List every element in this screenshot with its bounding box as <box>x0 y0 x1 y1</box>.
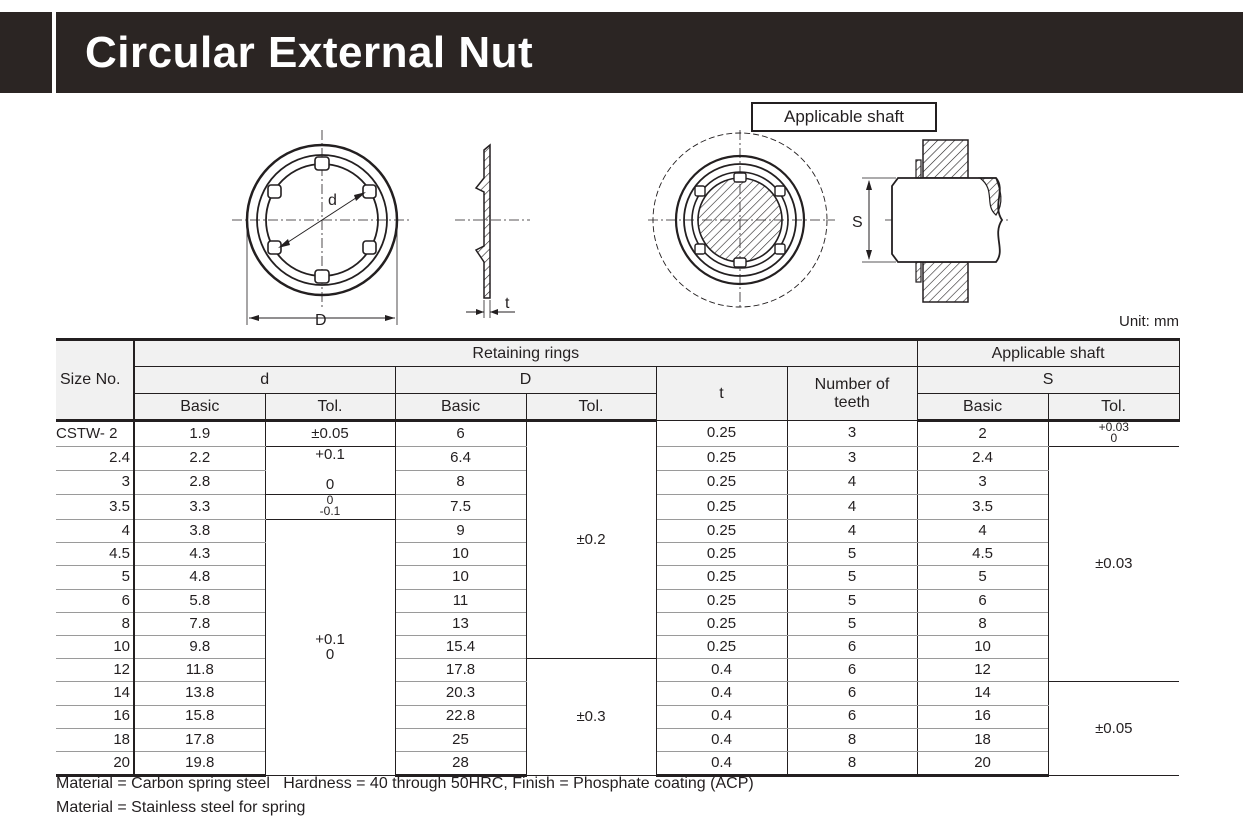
d-basic-cell: 5.8 <box>134 589 265 612</box>
D-basic-cell: 6 <box>395 421 526 447</box>
d-basic-cell: 2.2 <box>134 447 265 471</box>
label-S: S <box>852 214 863 231</box>
label-t: t <box>505 295 510 312</box>
teeth-cell: 6 <box>787 659 917 682</box>
ring-front-view <box>232 130 410 325</box>
title-bar-divider <box>52 12 56 93</box>
S-basic-cell: 20 <box>917 751 1048 775</box>
size-cell: 6 <box>56 589 134 612</box>
header-teeth-line1: Number of <box>814 375 890 393</box>
S-basic-cell: 3 <box>917 471 1048 495</box>
D-basic-cell: 10 <box>395 566 526 589</box>
D-basic-cell: 15.4 <box>395 636 526 659</box>
d-basic-cell: 9.8 <box>134 636 265 659</box>
t-cell: 0.25 <box>656 543 787 566</box>
technical-drawings <box>0 95 1243 335</box>
S-tol-cell: ±0.03 <box>1048 447 1179 682</box>
d-basic-cell: 19.8 <box>134 751 265 775</box>
t-cell: 0.25 <box>656 520 787 543</box>
size-cell: 14 <box>56 682 134 705</box>
teeth-cell: 5 <box>787 589 917 612</box>
assembly-side-view <box>862 140 1010 302</box>
d-basic-cell: 1.9 <box>134 421 265 447</box>
header-D-basic: Basic <box>395 394 526 421</box>
size-cell: 20 <box>56 751 134 775</box>
d-basic-cell: 17.8 <box>134 728 265 751</box>
d-basic-cell: 4.3 <box>134 543 265 566</box>
d-tol-cell: ±0.05 <box>265 421 395 447</box>
teeth-cell: 4 <box>787 471 917 495</box>
S-basic-cell: 16 <box>917 705 1048 728</box>
D-basic-cell: 28 <box>395 751 526 775</box>
d-tol-cell: 0 -0.1 <box>265 494 395 519</box>
ring-side-view <box>455 145 530 318</box>
t-cell: 0.4 <box>656 705 787 728</box>
unit-label: Unit: mm <box>1119 313 1179 330</box>
t-cell: 0.4 <box>656 751 787 775</box>
S-basic-cell: 4 <box>917 520 1048 543</box>
d-tol-cell: +0.1 0 <box>265 447 395 495</box>
t-cell: 0.25 <box>656 566 787 589</box>
d-basic-cell: 3.8 <box>134 520 265 543</box>
size-cell: 18 <box>56 728 134 751</box>
S-basic-cell: 8 <box>917 612 1048 635</box>
D-basic-cell: 20.3 <box>395 682 526 705</box>
teeth-cell: 6 <box>787 636 917 659</box>
table-row <box>56 659 1179 682</box>
d-basic-cell: 3.3 <box>134 494 265 519</box>
header-d-tol: Tol. <box>265 394 395 421</box>
S-basic-cell: 18 <box>917 728 1048 751</box>
S-basic-cell: 2 <box>917 421 1048 447</box>
D-basic-cell: 25 <box>395 728 526 751</box>
t-cell: 0.4 <box>656 659 787 682</box>
D-basic-cell: 11 <box>395 589 526 612</box>
header-S: S <box>917 367 1179 394</box>
t-cell: 0.4 <box>656 728 787 751</box>
D-basic-cell: 22.8 <box>395 705 526 728</box>
d-basic-cell: 15.8 <box>134 705 265 728</box>
t-cell: 0.25 <box>656 447 787 471</box>
D-basic-cell: 13 <box>395 612 526 635</box>
header-retaining-rings: Retaining rings <box>134 340 917 367</box>
D-basic-cell: 9 <box>395 520 526 543</box>
dimensions-table <box>56 338 1180 777</box>
t-cell: 0.25 <box>656 612 787 635</box>
size-cell: 16 <box>56 705 134 728</box>
teeth-cell: 8 <box>787 728 917 751</box>
header-D: D <box>395 367 656 394</box>
teeth-cell: 5 <box>787 566 917 589</box>
size-prefix: CSTW- <box>56 424 105 442</box>
header-S-basic: Basic <box>917 394 1048 421</box>
d-basic-cell: 11.8 <box>134 659 265 682</box>
D-basic-cell: 10 <box>395 543 526 566</box>
t-cell: 0.25 <box>656 589 787 612</box>
header-d-basic: Basic <box>134 394 265 421</box>
S-basic-cell: 12 <box>917 659 1048 682</box>
S-tol-cell: ±0.05 <box>1048 682 1179 776</box>
S-basic-cell: 3.5 <box>917 494 1048 519</box>
teeth-cell: 3 <box>787 447 917 471</box>
page-title: Circular External Nut <box>85 28 534 77</box>
teeth-cell: 3 <box>787 421 917 447</box>
d-tol-cell: +0.1 0 <box>265 520 395 776</box>
S-tol-cell: +0.03 0 <box>1048 421 1179 447</box>
D-tol-cell: ±0.3 <box>526 659 656 776</box>
header-teeth <box>787 367 917 421</box>
d-basic-cell: 13.8 <box>134 682 265 705</box>
S-basic-cell: 14 <box>917 682 1048 705</box>
t-cell: 0.25 <box>656 471 787 495</box>
S-basic-cell: 10 <box>917 636 1048 659</box>
size-cell: 4 <box>56 520 134 543</box>
d-basic-cell: 4.8 <box>134 566 265 589</box>
D-basic-cell: 8 <box>395 471 526 495</box>
material-note-2: Material = Stainless steel for spring <box>56 799 306 816</box>
size-cell: 3 <box>56 471 134 495</box>
header-t: t <box>656 367 787 421</box>
t-cell: 0.4 <box>656 682 787 705</box>
header-S-tol: Tol. <box>1048 394 1179 421</box>
material-note-1: Material = Carbon spring steel Hardness = 40 through 50HRC, Finish = Phosphate coating (ACP) <box>56 775 754 792</box>
table-row <box>56 421 1179 447</box>
assembly-front-view <box>648 130 835 310</box>
size-cell: CSTW- 2 <box>56 421 134 447</box>
size-cell: 5 <box>56 566 134 589</box>
header-teeth-line2: teeth <box>834 393 870 411</box>
S-basic-cell: 4.5 <box>917 543 1048 566</box>
size-cell: 4.5 <box>56 543 134 566</box>
D-basic-cell: 17.8 <box>395 659 526 682</box>
size-cell: 3.5 <box>56 494 134 519</box>
D-basic-cell: 6.4 <box>395 447 526 471</box>
teeth-cell: 5 <box>787 612 917 635</box>
t-cell: 0.25 <box>656 636 787 659</box>
header-applicable-shaft: Applicable shaft <box>917 340 1179 367</box>
header-size-no: Size No. <box>56 340 134 421</box>
teeth-cell: 4 <box>787 494 917 519</box>
teeth-cell: 8 <box>787 751 917 775</box>
S-basic-cell: 5 <box>917 566 1048 589</box>
header-d: d <box>134 367 395 394</box>
size-cell: 12 <box>56 659 134 682</box>
S-basic-cell: 6 <box>917 589 1048 612</box>
teeth-cell: 5 <box>787 543 917 566</box>
header-D-tol: Tol. <box>526 394 656 421</box>
teeth-cell: 6 <box>787 705 917 728</box>
label-d: d <box>328 192 337 209</box>
t-cell: 0.25 <box>656 494 787 519</box>
size-cell: 10 <box>56 636 134 659</box>
size-cell: 2.4 <box>56 447 134 471</box>
S-basic-cell: 2.4 <box>917 447 1048 471</box>
d-basic-cell: 2.8 <box>134 471 265 495</box>
t-cell: 0.25 <box>656 421 787 447</box>
applicable-shaft-label: Applicable shaft <box>751 102 937 132</box>
size-cell: 8 <box>56 612 134 635</box>
D-tol-cell: ±0.2 <box>526 421 656 659</box>
teeth-cell: 4 <box>787 520 917 543</box>
d-basic-cell: 7.8 <box>134 612 265 635</box>
label-D: D <box>315 312 327 329</box>
D-basic-cell: 7.5 <box>395 494 526 519</box>
teeth-cell: 6 <box>787 682 917 705</box>
